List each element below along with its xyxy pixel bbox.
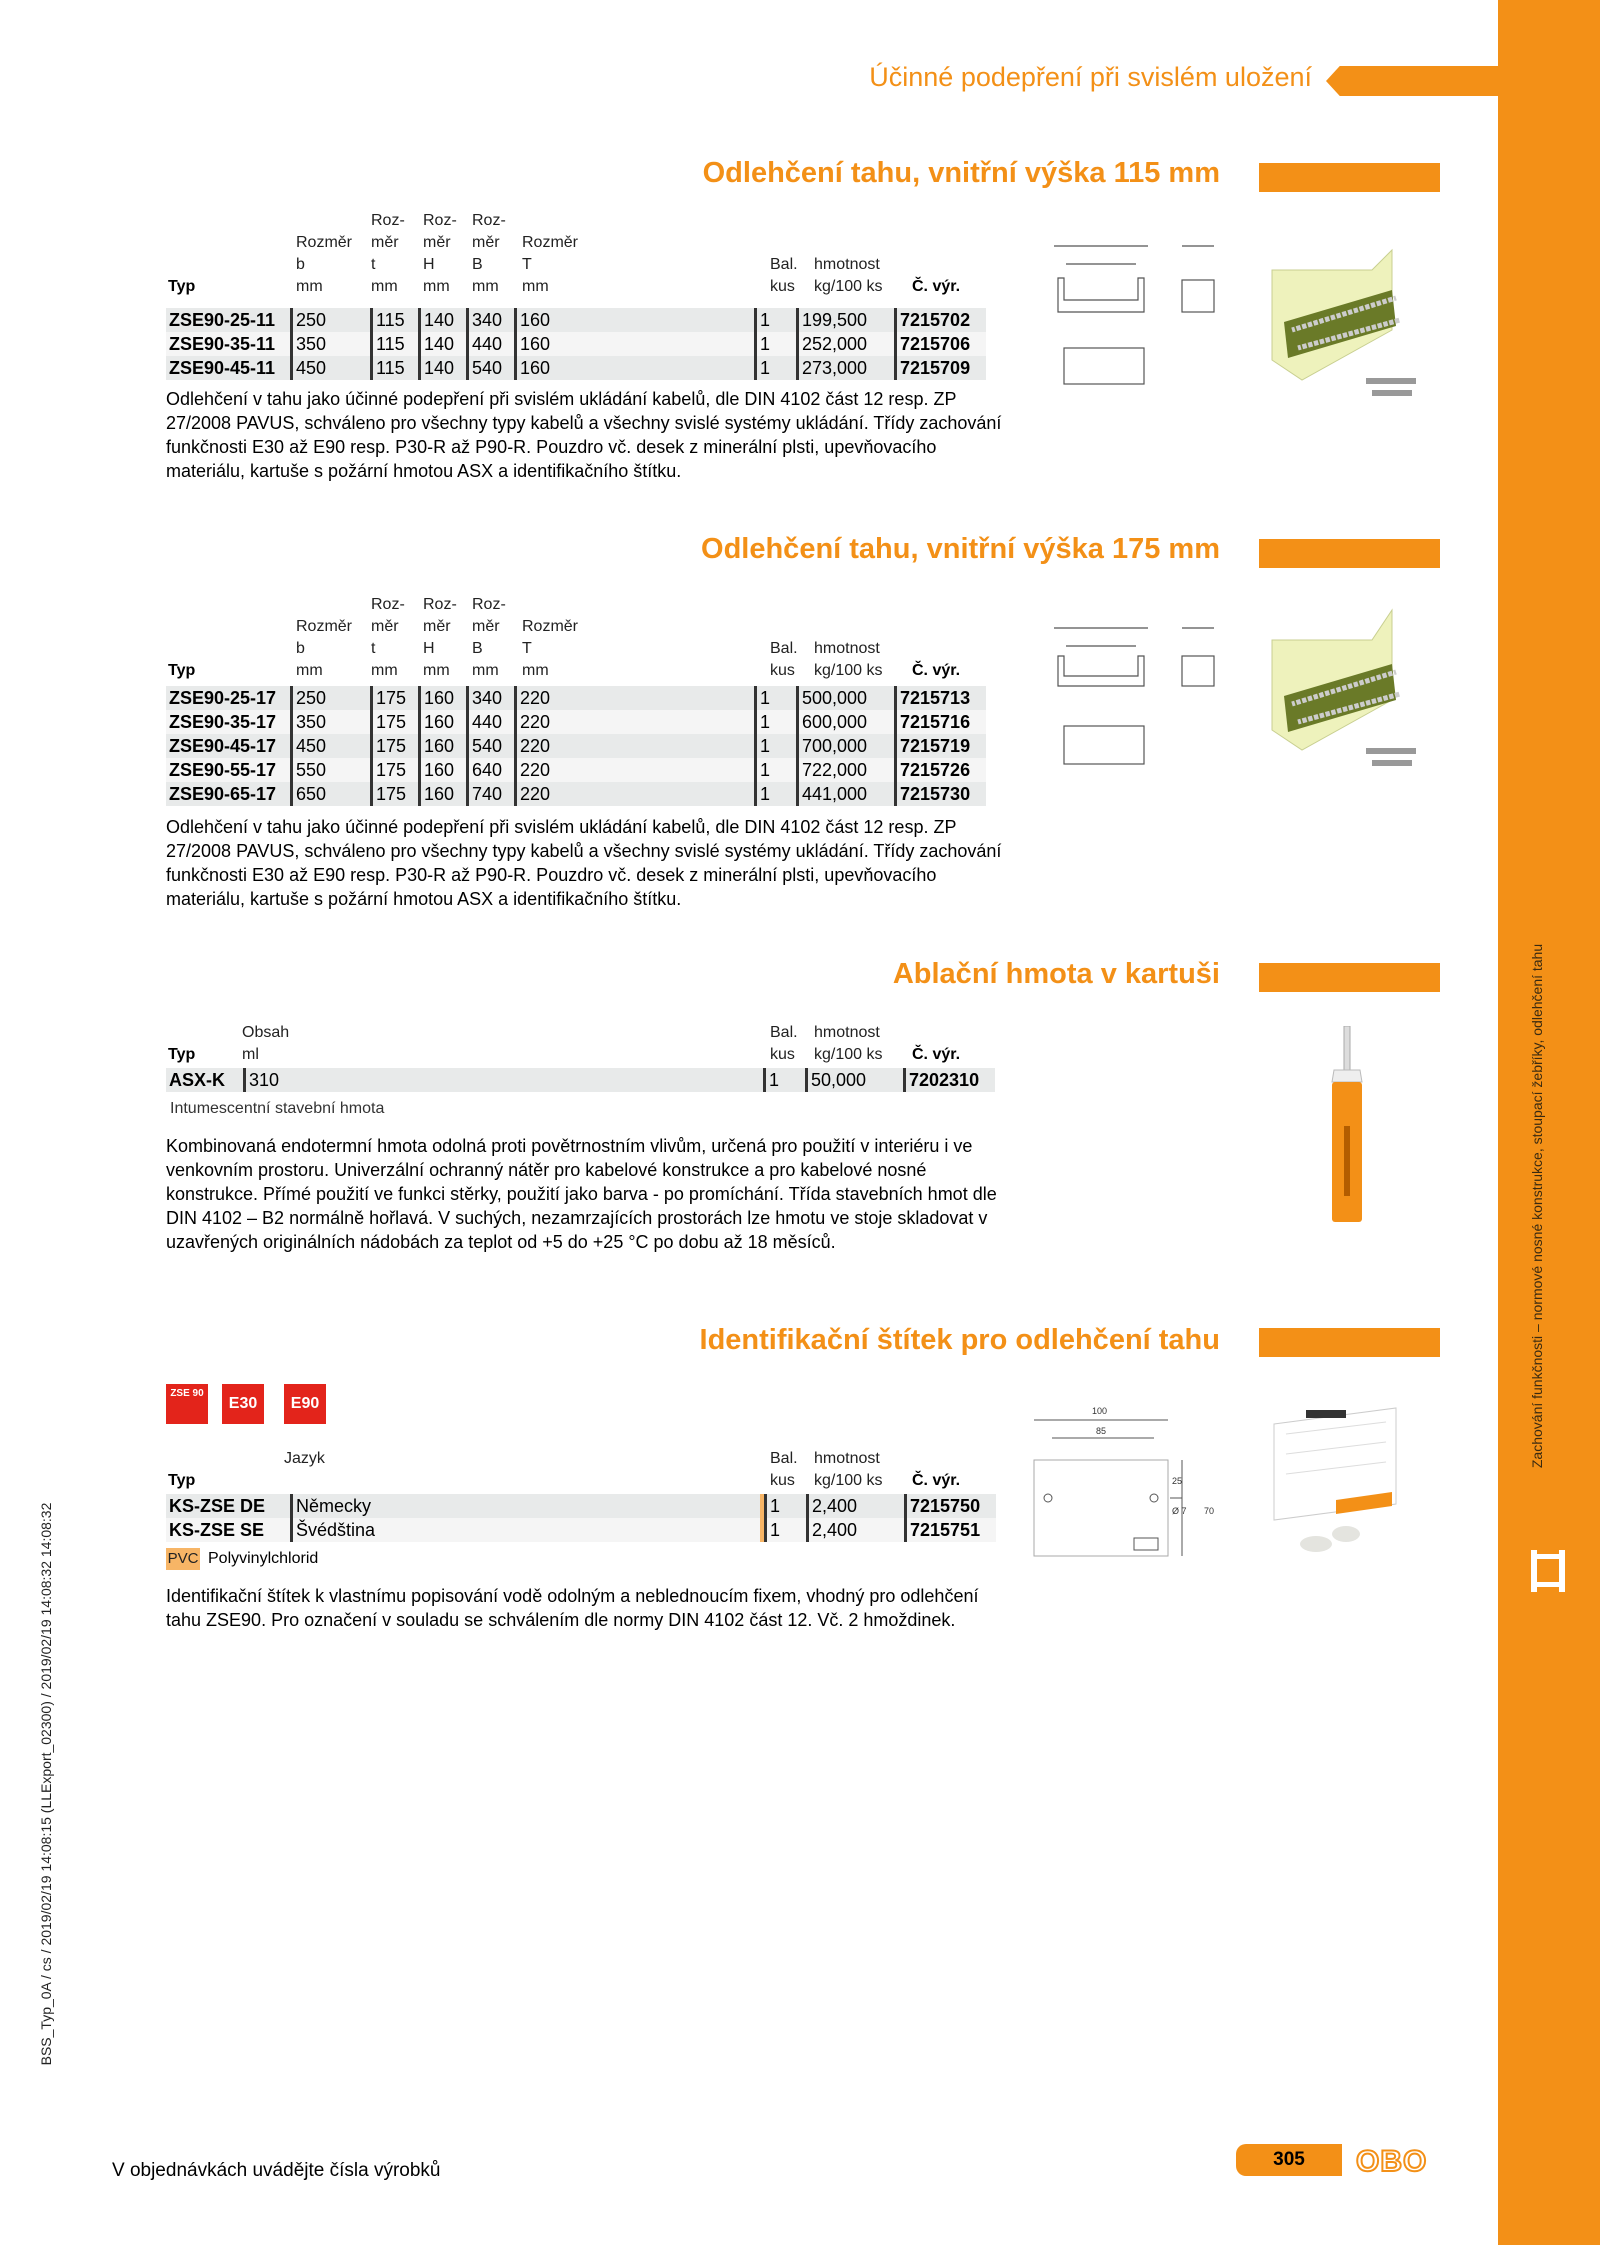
label-image [1266, 1394, 1406, 1564]
header-tab-marker [1326, 66, 1498, 96]
col-t: Roz- měr t mm [371, 596, 405, 679]
label-drawing [1030, 1400, 1230, 1564]
section-bar [1259, 539, 1440, 568]
col-bal: Bal. kus [770, 1450, 798, 1489]
col-obsah: Obsah ml [242, 1024, 290, 1063]
col-b: Rozměr b mm [296, 618, 353, 679]
section-description: Odlehčení v tahu jako účinné podepření při svislém ukládání kabelů, dle DIN 4102 část 12 resp. ZP 27/2008 PAVUS, schváleno pro všechny typy kabelů a všechny svislé systémy ukládání. Třídy zachování funkčnosti E30 až E90 resp. P30-R až P90-R. Pouzdro vč. desek z minerální plsti, upevňovacího materiálu, kartuše s požární hmotou ASX a identifikačního štítku. [166, 389, 1002, 481]
badge-e90: E90 [284, 1384, 326, 1424]
svg-text:OBO: OBO [1356, 2146, 1428, 2176]
table-row: ZSE90-35-17 350 175 160 440 220 1 600,000 7215716 [166, 710, 986, 734]
col-tt: Rozměr T mm [522, 618, 579, 679]
col-bal: Bal. kus [770, 1024, 798, 1063]
section-title-175: Odlehčení tahu, vnitřní výška 175 mm [701, 533, 1220, 565]
col-cv: Č. výr. [912, 1046, 961, 1063]
product-table-stitek [166, 1494, 996, 1542]
col-hmotnost: hmotnost kg/100 ks [814, 256, 883, 295]
table-row: ZSE90-35-11 350 115 140 440 160 1 252,000 7215706 [166, 332, 986, 356]
section-title-stitek: Identifikační štítek pro odlehčení tahu [699, 1324, 1220, 1356]
footer-note: V objednávkách uvádějte čísla výrobků [112, 2160, 441, 2181]
product-table-175 [166, 686, 986, 806]
product-note: Intumescentní stavební hmota [170, 1100, 385, 1117]
dim-100: 100 [1092, 1406, 1108, 1416]
cartridge-image [1320, 1026, 1374, 1226]
material-label: Polyvinylchlorid [208, 1550, 319, 1567]
product-table-115 [166, 308, 986, 380]
col-typ: Typ [168, 278, 196, 295]
section-description: Kombinovaná endotermní hmota odolná proti povětrnostním vlivům, určená pro použití v interiéru i ve venkovním prostoru. Univerzální ochranný nátěr pro kabelové konstrukce a pro kabelové nosné konstrukce. Přímé použití ve funkci stěrky, použití jako barva - po promíchání. Třída stavebních hmot dle DIN 4102 – B2 normálně hořlavá. V suchých, nezamrzajících prostorách lze hmotu ve stoje skladovat v uzavřených originálních nádobách za teplot od +5 do +25 °C po dobu až 18 měsíců. [166, 1136, 997, 1252]
col-t: Roz- měr t mm [371, 212, 405, 295]
obo-logo [1354, 2146, 1438, 2176]
col-cv: Č. výr. [912, 1472, 961, 1489]
table-row: ZSE90-45-17 450 175 160 540 220 1 700,000 7215719 [166, 734, 986, 758]
dim-7: Ø 7 [1172, 1506, 1187, 1516]
dim-85: 85 [1096, 1426, 1107, 1436]
product-table-asx [166, 1068, 995, 1092]
dim-25: 25 [1172, 1476, 1183, 1486]
table-row: ZSE90-55-17 550 175 160 640 220 1 722,000 7215726 [166, 758, 986, 782]
col-tt: Rozměr T mm [522, 234, 579, 295]
col-typ: Typ [168, 1472, 196, 1489]
zse90-icon: ZSE 90 [166, 1384, 208, 1424]
table-row: ASX-K 310 1 50,000 7202310 [166, 1068, 995, 1092]
section-bar [1259, 963, 1440, 992]
product-image-zse90 [1262, 600, 1432, 770]
table-row: KS-ZSE DE Německy 1 2,400 7215750 [166, 1494, 996, 1518]
print-info: BSS_Typ_0A / cs / 2019/02/19 14:08:15 (LLExport_02300) / 2019/02/19 14:08:32 14:08:32 [38, 1502, 54, 2066]
page-header-title: Účinné podepření při svislém uložení [869, 62, 1312, 92]
col-h: Roz- měr H mm [423, 212, 457, 295]
col-bb: Roz- měr B mm [472, 212, 506, 295]
side-chapter-text: Zachování funkčnosti – normové nosné konstrukce, stoupací žebříky, odlehčení tahu [1529, 943, 1545, 1469]
col-h: Roz- měr H mm [423, 596, 457, 679]
col-bb: Roz- měr B mm [472, 596, 506, 679]
col-b: Rozměr b mm [296, 234, 353, 295]
section-bar [1259, 163, 1440, 192]
material-badge: PVC [166, 1548, 200, 1570]
section-title-115: Odlehčení tahu, vnitřní výška 115 mm [702, 157, 1220, 189]
table-row: ZSE90-25-11 250 115 140 340 160 1 199,500 7215702 [166, 308, 986, 332]
dim-70: 70 [1204, 1506, 1215, 1516]
section-title-ablacni: Ablační hmota v kartuši [892, 958, 1220, 990]
page-number: 305 [1236, 2144, 1342, 2176]
table-row: ZSE90-65-17 650 175 160 740 220 1 441,000 7215730 [166, 782, 986, 806]
col-cv: Č. výr. [912, 278, 961, 295]
section-description: Identifikační štítek k vlastnímu popisování vodě odolným a neblednoucím fixem, vhodný pro odlehčení tahu ZSE90. Pro označení v souladu se schválením dle normy DIN 4102 část 12. Vč. 2 hmoždinek. [166, 1586, 979, 1630]
side-tab-bar [1498, 0, 1600, 2245]
table-row: ZSE90-45-11 450 115 140 540 160 1 273,000 7215709 [166, 356, 986, 380]
col-jazyk: Jazyk [284, 1450, 325, 1467]
col-typ: Typ [168, 1046, 196, 1063]
table-row: KS-ZSE SE Švédština 1 2,400 7215751 [166, 1518, 996, 1542]
col-bal: Bal. kus [770, 640, 798, 679]
col-bal: Bal. kus [770, 256, 798, 295]
section-description: Odlehčení v tahu jako účinné podepření při svislém ukládání kabelů, dle DIN 4102 část 12 resp. ZP 27/2008 PAVUS, schváleno pro všechny typy kabelů a všechny svislé systémy ukládání. Třídy zachování funkčnosti E30 až E90 resp. P30-R až P90-R. Pouzdro vč. desek z minerální plsti, upevňovacího materiálu, kartuše s požární hmotou ASX a identifikačního štítku. [166, 817, 1002, 909]
technical-drawing [1036, 620, 1216, 768]
col-hmotnost: hmotnost kg/100 ks [814, 640, 883, 679]
table-row: ZSE90-25-17 250 175 160 340 220 1 500,000 7215713 [166, 686, 986, 710]
product-image-zse90 [1262, 230, 1432, 400]
badge-e30: E30 [222, 1384, 264, 1424]
ladder-icon [1528, 1548, 1568, 1594]
col-hmotnost: hmotnost kg/100 ks [814, 1024, 883, 1063]
technical-drawing [1036, 238, 1216, 386]
col-typ: Typ [168, 662, 196, 679]
col-cv: Č. výr. [912, 662, 961, 679]
col-hmotnost: hmotnost kg/100 ks [814, 1450, 883, 1489]
section-bar [1259, 1328, 1440, 1357]
